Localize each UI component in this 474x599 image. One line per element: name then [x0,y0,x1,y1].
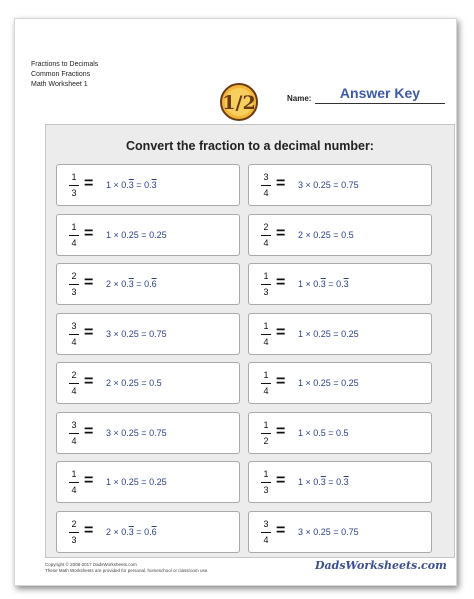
multiplier: 3 × [106,427,122,438]
fraction [69,518,79,547]
fraction-numerator: 3 [263,518,269,529]
fraction-numerator: 1 [263,320,269,331]
fraction [69,468,79,497]
fraction-numerator: 1 [71,221,77,232]
multiplier: 1 × [106,477,122,487]
problem-card [56,412,240,454]
result-repeating-digit: 3 [343,279,349,289]
problem-card [56,511,240,553]
fraction [69,221,79,250]
factor-digits: 0.25 [121,328,139,339]
multiplier: 1 × [106,180,122,190]
brand-logo: DadsWorksheets.com [315,559,447,572]
fraction-numerator: 1 [263,469,269,479]
factor-repeating-digit: 3 [320,279,326,289]
equals-sign: = [276,175,286,192]
fraction-bar [69,383,79,384]
factor-digits: 0.25 [121,229,139,240]
result-digits: 0.75 [341,526,359,537]
factor-digits: 0. [121,279,129,289]
usage-note: These Math Worksheets are provided for personal, homeschool or classroom use. [45,568,209,573]
multiplier: 1 × [298,328,314,339]
factor-digits: 0.25 [121,477,139,487]
fraction [69,270,79,299]
fraction-bar [261,532,271,533]
one-half-logo-icon [219,82,259,122]
problem-card [56,362,240,404]
equals-sign: = [84,175,94,192]
fraction-denominator: 4 [71,386,77,396]
problem-card [248,511,432,553]
answer-expression [298,274,349,294]
result-equals: = [133,279,145,289]
answer-expression [106,324,167,344]
name-label: Name: [287,94,312,103]
answer-expression [106,175,157,195]
multiplier: 3 × [298,526,314,537]
fraction-numerator: 2 [71,370,77,380]
fraction-bar [69,235,79,236]
result-equals: = [133,180,145,190]
factor-digits: 0.25 [313,229,331,240]
fraction-denominator: 4 [263,336,269,347]
multiplier: 2 × [106,279,122,289]
fraction-numerator: 2 [71,518,77,529]
result-equals: = [330,180,342,190]
result-equals: = [138,477,150,487]
equals-sign: = [84,274,94,291]
problem-card [248,461,432,503]
result-equals: = [330,526,342,537]
fraction-denominator: 3 [71,188,77,198]
fraction [261,320,271,349]
multiplier: 1 × [298,378,314,388]
fraction-denominator: 3 [71,287,77,297]
fraction [69,171,79,200]
multiplier: 2 × [298,229,314,240]
fraction-bar [261,235,271,236]
multiplier: 3 × [298,180,314,190]
fraction-numerator: 1 [263,419,269,430]
result-equals: = [325,477,337,487]
equals-sign: = [84,422,94,440]
problem-card [248,412,432,454]
equals-sign: = [276,224,286,242]
result-repeating-digit: 6 [151,279,157,289]
equals-sign: = [84,224,94,242]
result-digits: 0. [336,279,344,289]
result-equals: = [330,378,342,388]
equals-sign: = [276,323,286,341]
fraction-denominator: 3 [263,485,269,495]
problem-card [56,461,240,503]
answer-expression [298,225,354,245]
answer-expression [106,373,162,393]
problem-card [248,362,432,404]
fraction-denominator: 4 [71,435,77,446]
problem-card [56,214,240,256]
worksheet-header-info [31,60,98,90]
fraction-bar [69,185,79,186]
equals-sign: = [84,521,94,539]
factor-repeating-digit: 3 [320,477,326,487]
result-equals: = [330,328,342,339]
factor-repeating-digit: 3 [128,526,134,537]
equals-sign: = [276,274,286,291]
fraction [261,419,271,448]
factor-digits: 0.25 [313,378,331,388]
fraction-bar [261,284,271,285]
problem-card [248,214,432,256]
result-equals: = [133,526,145,537]
factor-digits: 0.25 [313,180,331,190]
fraction-numerator: 2 [263,221,269,232]
factor-digits: 0. [313,279,321,289]
factor-digits: 0.25 [313,328,331,339]
fraction [69,369,79,398]
result-equals: = [138,427,150,438]
worksheet-topic: Fractions to Decimals [31,61,99,68]
answer-expression [106,423,167,443]
fraction [261,270,271,299]
equals-sign: = [276,521,286,539]
factor-digits: 0.25 [121,427,139,438]
fraction-denominator: 2 [263,435,269,446]
result-digits: 0. [144,279,152,289]
fraction [69,419,79,448]
problem-card [248,313,432,355]
worksheet-page [14,18,457,586]
fraction-bar [69,284,79,285]
problem-card [56,164,240,206]
equals-sign: = [276,373,286,390]
fraction-numerator: 1 [263,271,269,281]
result-digits: 0. [336,477,344,487]
answer-key-title: Answer Key [339,85,421,101]
fraction [261,221,271,250]
result-digits: 0.75 [341,180,359,190]
answer-expression [298,472,349,492]
fraction-denominator: 3 [263,287,269,297]
problems-panel [45,124,455,558]
fraction-denominator: 4 [263,534,269,545]
fraction [261,369,271,398]
multiplier: 1 × [298,477,314,487]
equals-sign: = [276,422,286,440]
fraction-numerator: 3 [71,419,77,430]
result-repeating-digit: 3 [151,180,157,190]
fraction [261,468,271,497]
answer-expression [106,225,167,245]
multiplier: 1 × [298,279,314,289]
fraction-bar [69,334,79,335]
fraction-bar [69,532,79,533]
multiplier: 2 × [106,378,122,388]
equals-sign: = [276,472,286,489]
factor-repeating-digit: 3 [128,180,134,190]
copyright-text: Copyright © 2008-2017 DadsWorksheets.com [45,562,137,567]
equals-sign: = [84,323,94,341]
result-repeating-digit: 6 [151,526,157,537]
answer-expression [106,472,167,492]
factor-digits: 0.25 [313,526,331,537]
fraction-bar [261,334,271,335]
fraction-denominator: 4 [71,336,77,347]
fraction-numerator: 1 [71,172,77,182]
result-digits: 0. [144,180,152,190]
answer-expression [298,522,359,542]
factor-digits: 0. [313,477,321,487]
fraction-numerator: 3 [263,172,269,182]
fraction [69,320,79,349]
fraction-denominator: 4 [71,485,77,495]
result-repeating-digit: 3 [343,477,349,487]
fraction-bar [69,433,79,434]
result-equals: = [138,378,150,388]
result-equals: = [138,328,150,339]
fraction [261,518,271,547]
fraction-bar [261,185,271,186]
fraction-numerator: 1 [263,370,269,380]
result-digits: 0.25 [341,378,359,388]
fraction-denominator: 4 [263,188,269,198]
problem-card [248,263,432,305]
factor-digits: 0.5 [313,427,326,438]
fraction-denominator: 4 [263,237,269,248]
fraction-denominator: 4 [71,237,77,248]
problem-card [56,313,240,355]
result-digits: 0.5 [336,427,349,438]
fraction [261,171,271,200]
result-digits: 0.75 [149,328,167,339]
worksheet-subtopic: Common Fractions [31,71,91,78]
fraction-denominator: 4 [263,386,269,396]
factor-repeating-digit: 3 [128,279,134,289]
fraction-bar [69,482,79,483]
fraction-denominator: 3 [71,534,77,545]
fraction-bar [261,433,271,434]
multiplier: 1 × [298,427,314,438]
result-digits: 0.25 [341,328,359,339]
equals-sign: = [84,373,94,390]
answer-expression [298,373,359,393]
answer-expression [106,274,157,294]
result-digits: 0.25 [149,229,167,240]
result-equals: = [325,427,337,438]
answer-expression [298,175,359,195]
result-equals: = [138,229,150,240]
answer-expression [298,324,359,344]
problem-card [56,263,240,305]
result-digits: 0.5 [149,378,162,388]
result-digits: 0.75 [149,427,167,438]
result-digits: 0.5 [341,229,354,240]
name-line [315,103,445,104]
result-digits: 0. [144,526,152,537]
factor-digits: 0. [121,526,129,537]
copyright-notice [45,562,209,574]
instruction-text: Convert the fraction to a decimal number: [126,139,374,153]
answer-expression [298,423,349,443]
fraction-numerator: 2 [71,271,77,281]
factor-digits: 0.25 [121,378,139,388]
answer-expression [106,522,157,542]
multiplier: 3 × [106,328,122,339]
factor-digits: 0. [121,180,129,190]
fraction-bar [261,482,271,483]
multiplier: 2 × [106,526,122,537]
worksheet-number: Math Worksheet 1 [31,81,88,88]
fraction-numerator: 3 [71,320,77,331]
fraction-numerator: 1 [71,469,77,479]
result-equals: = [325,279,337,289]
logo-text: 1/2 [222,92,256,114]
result-equals: = [330,229,342,240]
fraction-bar [261,383,271,384]
problem-card [248,164,432,206]
equals-sign: = [84,472,94,489]
multiplier: 1 × [106,229,122,240]
result-digits: 0.25 [149,477,167,487]
